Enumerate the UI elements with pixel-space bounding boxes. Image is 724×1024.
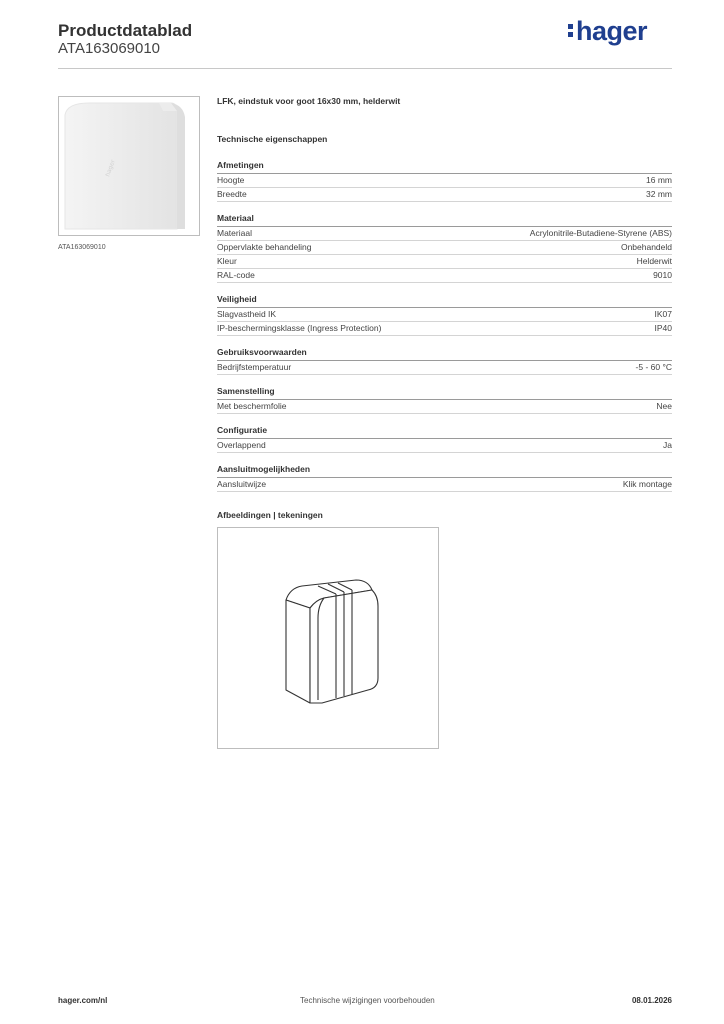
svg-text:hager: hager [104, 158, 117, 178]
spec-label: Overlappend [217, 440, 266, 450]
spec-label: Breedte [217, 189, 247, 199]
spec-group-title: Configuratie [217, 425, 672, 439]
spec-row [217, 227, 672, 241]
spec-value: 9010 [653, 270, 672, 280]
spec-row [217, 241, 672, 255]
spec-label: Bedrijfstemperatuur [217, 362, 292, 372]
spec-row [217, 188, 672, 202]
spec-value: 32 mm [646, 189, 672, 199]
header-product-code: ATA163069010 [58, 40, 161, 57]
spec-group-title: Materiaal [217, 213, 672, 227]
technical-drawing [217, 527, 439, 749]
product-photo-icon [59, 97, 200, 236]
spec-label: Aansluitwijze [217, 479, 267, 489]
logo-dots-icon [568, 21, 574, 40]
footer-website[interactable]: hager.com/nl [58, 996, 108, 1005]
spec-label: IP-beschermingsklasse (Ingress Protection) [217, 323, 382, 333]
footer-date: 08.01.2026 [631, 996, 672, 1005]
spec-label: Materiaal [217, 228, 252, 238]
product-thumbnail [58, 96, 200, 236]
spec-label: Met beschermfolie [217, 401, 287, 411]
spec-value: Acrylonitrile-Butadiene-Styrene (ABS) [529, 228, 672, 238]
spec-group-title: Gebruiksvoorwaarden [217, 347, 672, 361]
spec-value: Onbehandeld [620, 242, 672, 252]
spec-label: Oppervlakte behandeling [217, 242, 312, 252]
spec-group-title: Veiligheid [217, 294, 672, 308]
spec-row [217, 255, 672, 269]
hager-logo [568, 16, 647, 47]
spec-group-title: Aansluitmogelijkheden [217, 464, 672, 478]
spec-group [217, 160, 672, 202]
spec-group [217, 294, 672, 336]
spec-row [217, 308, 672, 322]
spec-value: Helderwit [636, 256, 672, 266]
spec-group-title: Afmetingen [217, 160, 672, 174]
spec-value: IK07 [654, 309, 672, 319]
spec-row [217, 174, 672, 188]
spec-row [217, 361, 672, 375]
header-rule [58, 68, 672, 69]
spec-group-title: Samenstelling [217, 386, 672, 400]
end-cap-drawing-icon [218, 528, 438, 748]
spec-value: IP40 [654, 323, 672, 333]
logo-text: hager [576, 16, 648, 46]
spec-value: 16 mm [646, 175, 672, 185]
spec-groups [217, 160, 672, 492]
spec-group [217, 425, 672, 453]
drawings-heading: Afbeeldingen | tekeningen [217, 510, 323, 520]
spec-row [217, 439, 672, 453]
spec-label: Kleur [217, 256, 237, 266]
spec-row [217, 269, 672, 283]
thumbnail-caption: ATA163069010 [58, 244, 106, 251]
section-heading: Technische eigenschappen [217, 134, 328, 144]
spec-group [217, 386, 672, 414]
spec-group [217, 213, 672, 283]
footer-disclaimer: Technische wijzigingen voorbehouden [300, 996, 435, 1005]
spec-row [217, 322, 672, 336]
spec-value: -5 - 60 °C [635, 362, 672, 372]
spec-label: Slagvastheid IK [217, 309, 277, 319]
spec-row [217, 400, 672, 414]
spec-group [217, 464, 672, 492]
spec-value: Nee [656, 401, 672, 411]
spec-group [217, 347, 672, 375]
spec-label: Hoogte [217, 175, 245, 185]
spec-row [217, 478, 672, 492]
product-title: LFK, eindstuk voor goot 16x30 mm, helderwit [217, 96, 401, 106]
header-title: Productdatablad [58, 21, 193, 40]
product-details [217, 96, 672, 520]
spec-value: Klik montage [622, 479, 672, 489]
spec-label: RAL-code [217, 270, 255, 280]
spec-value: Ja [663, 440, 672, 450]
